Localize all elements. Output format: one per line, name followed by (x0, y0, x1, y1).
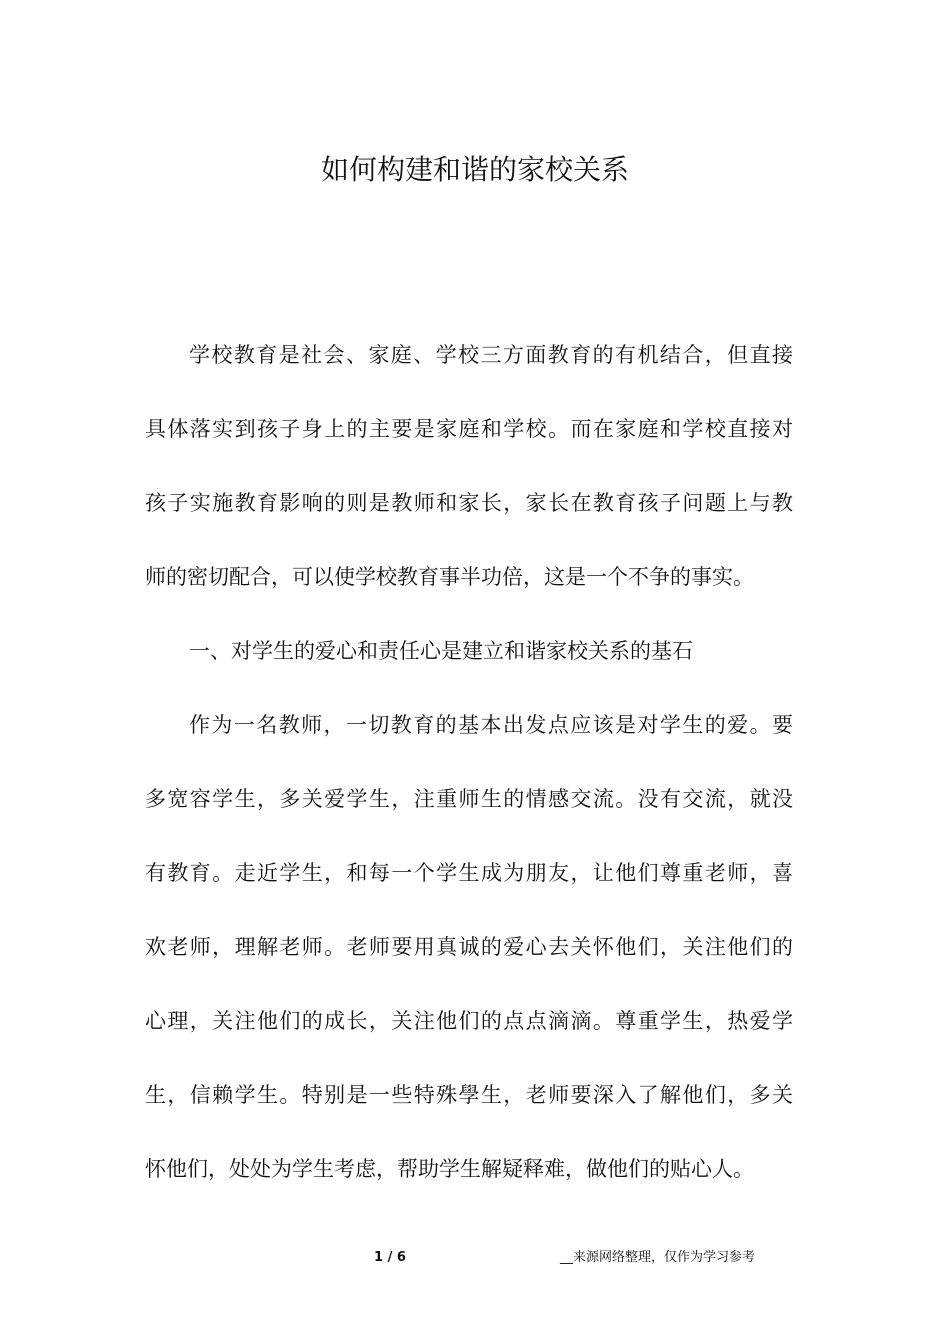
paragraph-line: 师的密切配合，可以使学校教育事半功倍，这是一个不争的事实。 (145, 565, 754, 589)
section-heading: 一、对学生的爱心和责任心是建立和谐家校关系的基石 (189, 639, 693, 663)
paragraph-line: 心理，关注他们的成长，关注他们的点点滴滴。尊重学生，热爱学 (145, 1009, 793, 1033)
paragraph-line: 具体落实到孩子身上的主要是家庭和学校。而在家庭和学校直接对 (145, 417, 793, 441)
paragraph-line: 欢老师，理解老师。老师要用真诚的爱心去关怀他们，关注他们的 (145, 935, 793, 959)
paragraph-line: 有教育。走近学生，和每一个学生成为朋友，让他们尊重老师，喜 (145, 861, 793, 885)
paragraph-line: 生，信赖学生。特别是一些特殊學生，老师要深入了解他们，多关 (145, 1083, 793, 1107)
paragraph-line: 孩子实施教育影响的则是教师和家长，家长在教育孩子问题上与教 (145, 491, 793, 515)
paragraph-line: 作为一名教师，一切教育的基本出发点应该是对学生的爱。要 (189, 713, 793, 737)
paragraph-line: 多宽容学生，多关爱学生，注重师生的情感交流。没有交流，就没 (145, 787, 793, 811)
footer-note: __来源网络整理，仅作为学习参考 (560, 1250, 756, 1265)
page-number: 1 / 6 (374, 1250, 406, 1265)
paragraph-line: 学校教育是社会、家庭、学校三方面教育的有机结合，但直接 (189, 343, 793, 367)
paragraph-line: 怀他们，处处为学生考虑，帮助学生解疑释难，做他们的贴心人。 (145, 1157, 754, 1181)
document-title: 如何构建和谐的家校关系 (320, 153, 629, 186)
